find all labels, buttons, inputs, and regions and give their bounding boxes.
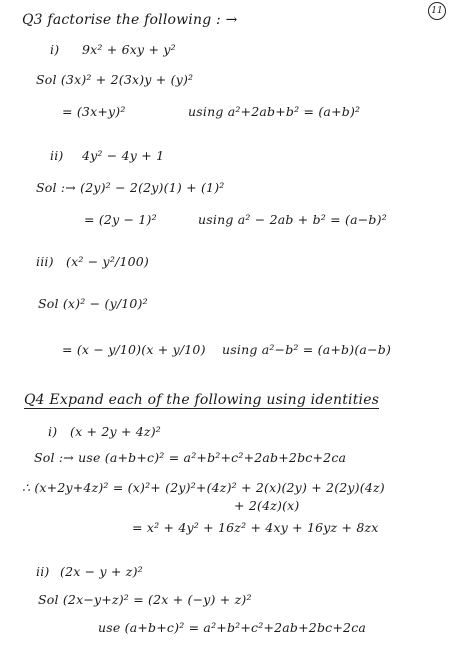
q3-iii-sol1: Sol (x)² − (y/10)² [38, 296, 148, 311]
q4-ii-use: use (a+b+c)² = a²+b²+c²+2ab+2bc+2ca [98, 620, 367, 635]
q3-iii-sol2: = (x − y/10)(x + y/10) [62, 342, 206, 357]
q3-i-sol1: Sol (3x)² + 2(3x)y + (y)² [36, 72, 194, 87]
q4-ii-label: ii) [36, 564, 50, 579]
q3-i-using: using a²+2ab+b² = (a+b)² [188, 104, 361, 119]
q4-heading: Q4 Expand each of the following using identities [24, 392, 380, 408]
q4-i-label: i) [48, 424, 58, 439]
q3-ii-using: using a² − 2ab + b² = (a−b)² [198, 212, 387, 227]
q4-i-result: = x² + 4y² + 16z² + 4xy + 16yz + 8zx [132, 520, 379, 535]
q4-ii-sol1: Sol (2x−y+z)² = (2x + (−y) + z)² [38, 592, 252, 607]
page-number: 11 [428, 2, 446, 20]
q3-iii-using: using a²−b² = (a+b)(a−b) [222, 342, 392, 357]
q4-i-expr: (x + 2y + 4z)² [70, 424, 162, 439]
q3-i-sol2: = (3x+y)² [62, 104, 126, 119]
q3-ii-label: ii) [50, 148, 64, 163]
q3-ii-sol2: = (2y − 1)² [84, 212, 157, 227]
q3-heading: Q3 factorise the following : → [22, 12, 238, 28]
q3-ii-expr: 4y² − 4y + 1 [82, 148, 165, 163]
q3-i-label: i) [50, 42, 60, 57]
q4-i-cont: + 2(4z)(x) [234, 498, 300, 513]
q4-i-sol1: Sol :→ use (a+b+c)² = a²+b²+c²+2ab+2bc+2ca [34, 450, 347, 465]
q3-iii-expr: (x² − y²/100) [66, 254, 149, 269]
q3-ii-sol1: Sol :→ (2y)² − 2(2y)(1) + (1)² [36, 180, 225, 195]
q3-i-expr: 9x² + 6xy + y² [82, 42, 176, 57]
q3-iii-label: iii) [36, 254, 54, 269]
q4-i-therefore: ∴ (x+2y+4z)² = (x)²+ (2y)²+(4z)² + 2(x)(2y) + 2(2y)(4z) [22, 480, 385, 495]
q4-ii-expr: (2x − y + z)² [60, 564, 143, 579]
